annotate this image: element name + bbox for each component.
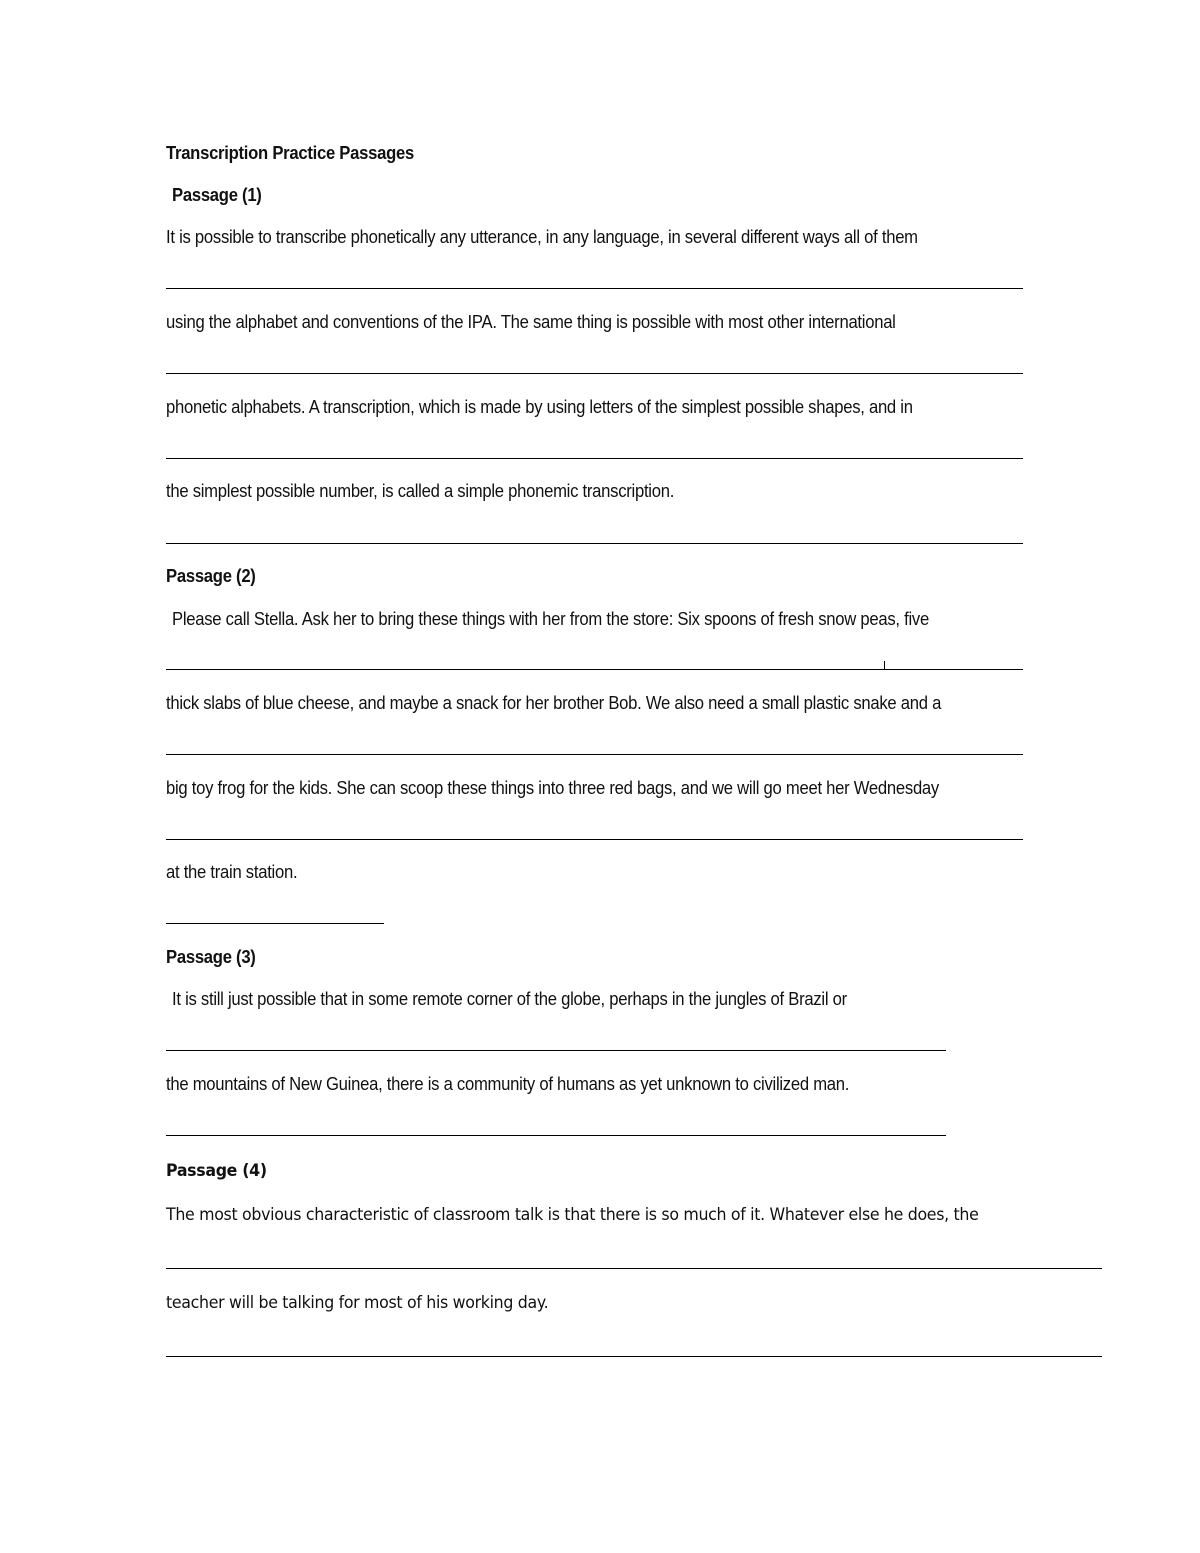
passage-4-heading: Passage (4)	[166, 1161, 267, 1181]
passage-4-line-1: The most obvious characteristic of classroom talk is that there is so much of it. Whatever else he does, the	[166, 1205, 979, 1225]
document-title: Transcription Practice Passages	[166, 142, 414, 163]
passage-1-line-2: using the alphabet and conventions of the IPA. The same thing is possible with most other international	[166, 311, 896, 332]
answer-line-tick	[884, 661, 885, 670]
answer-line	[166, 458, 1023, 459]
passage-3-line-1: It is still just possible that in some remote corner of the globe, perhaps in the jungles of Brazil or	[172, 988, 847, 1009]
passage-3-line-2: the mountains of New Guinea, there is a community of humans as yet unknown to civilized man.	[166, 1073, 850, 1094]
answer-line	[166, 923, 384, 924]
passage-1-line-3: phonetic alphabets. A transcription, which is made by using letters of the simplest possible shapes, and in	[166, 396, 913, 417]
answer-line	[166, 839, 1023, 840]
passage-1-line-4: the simplest possible number, is called a simple phonemic transcription.	[166, 480, 675, 501]
answer-line	[166, 1135, 946, 1136]
passage-2-line-4: at the train station.	[166, 861, 298, 882]
passage-1-line-1: It is possible to transcribe phonetically any utterance, in any language, in several different ways all of them	[166, 226, 918, 247]
answer-line	[166, 1050, 946, 1051]
answer-line	[166, 669, 1023, 670]
passage-3-heading: Passage (3)	[166, 946, 256, 967]
passage-4-line-2: teacher will be talking for most of his working day.	[166, 1293, 549, 1313]
answer-line	[166, 1268, 1102, 1269]
answer-line	[166, 373, 1023, 374]
passage-2-line-1: Please call Stella. Ask her to bring these things with her from the store: Six spoons of fresh snow peas, five	[172, 608, 929, 629]
passage-2-heading: Passage (2)	[166, 565, 256, 586]
passage-2-line-2: thick slabs of blue cheese, and maybe a snack for her brother Bob. We also need a small plastic snake and a	[166, 692, 942, 713]
passage-2-line-3: big toy frog for the kids. She can scoop these things into three red bags, and we will go meet her Wednesday	[166, 777, 939, 798]
answer-line	[166, 288, 1023, 289]
answer-line	[166, 754, 1023, 755]
passage-1-heading: Passage (1)	[172, 184, 262, 205]
answer-line	[166, 543, 1023, 544]
answer-line	[166, 1356, 1102, 1357]
